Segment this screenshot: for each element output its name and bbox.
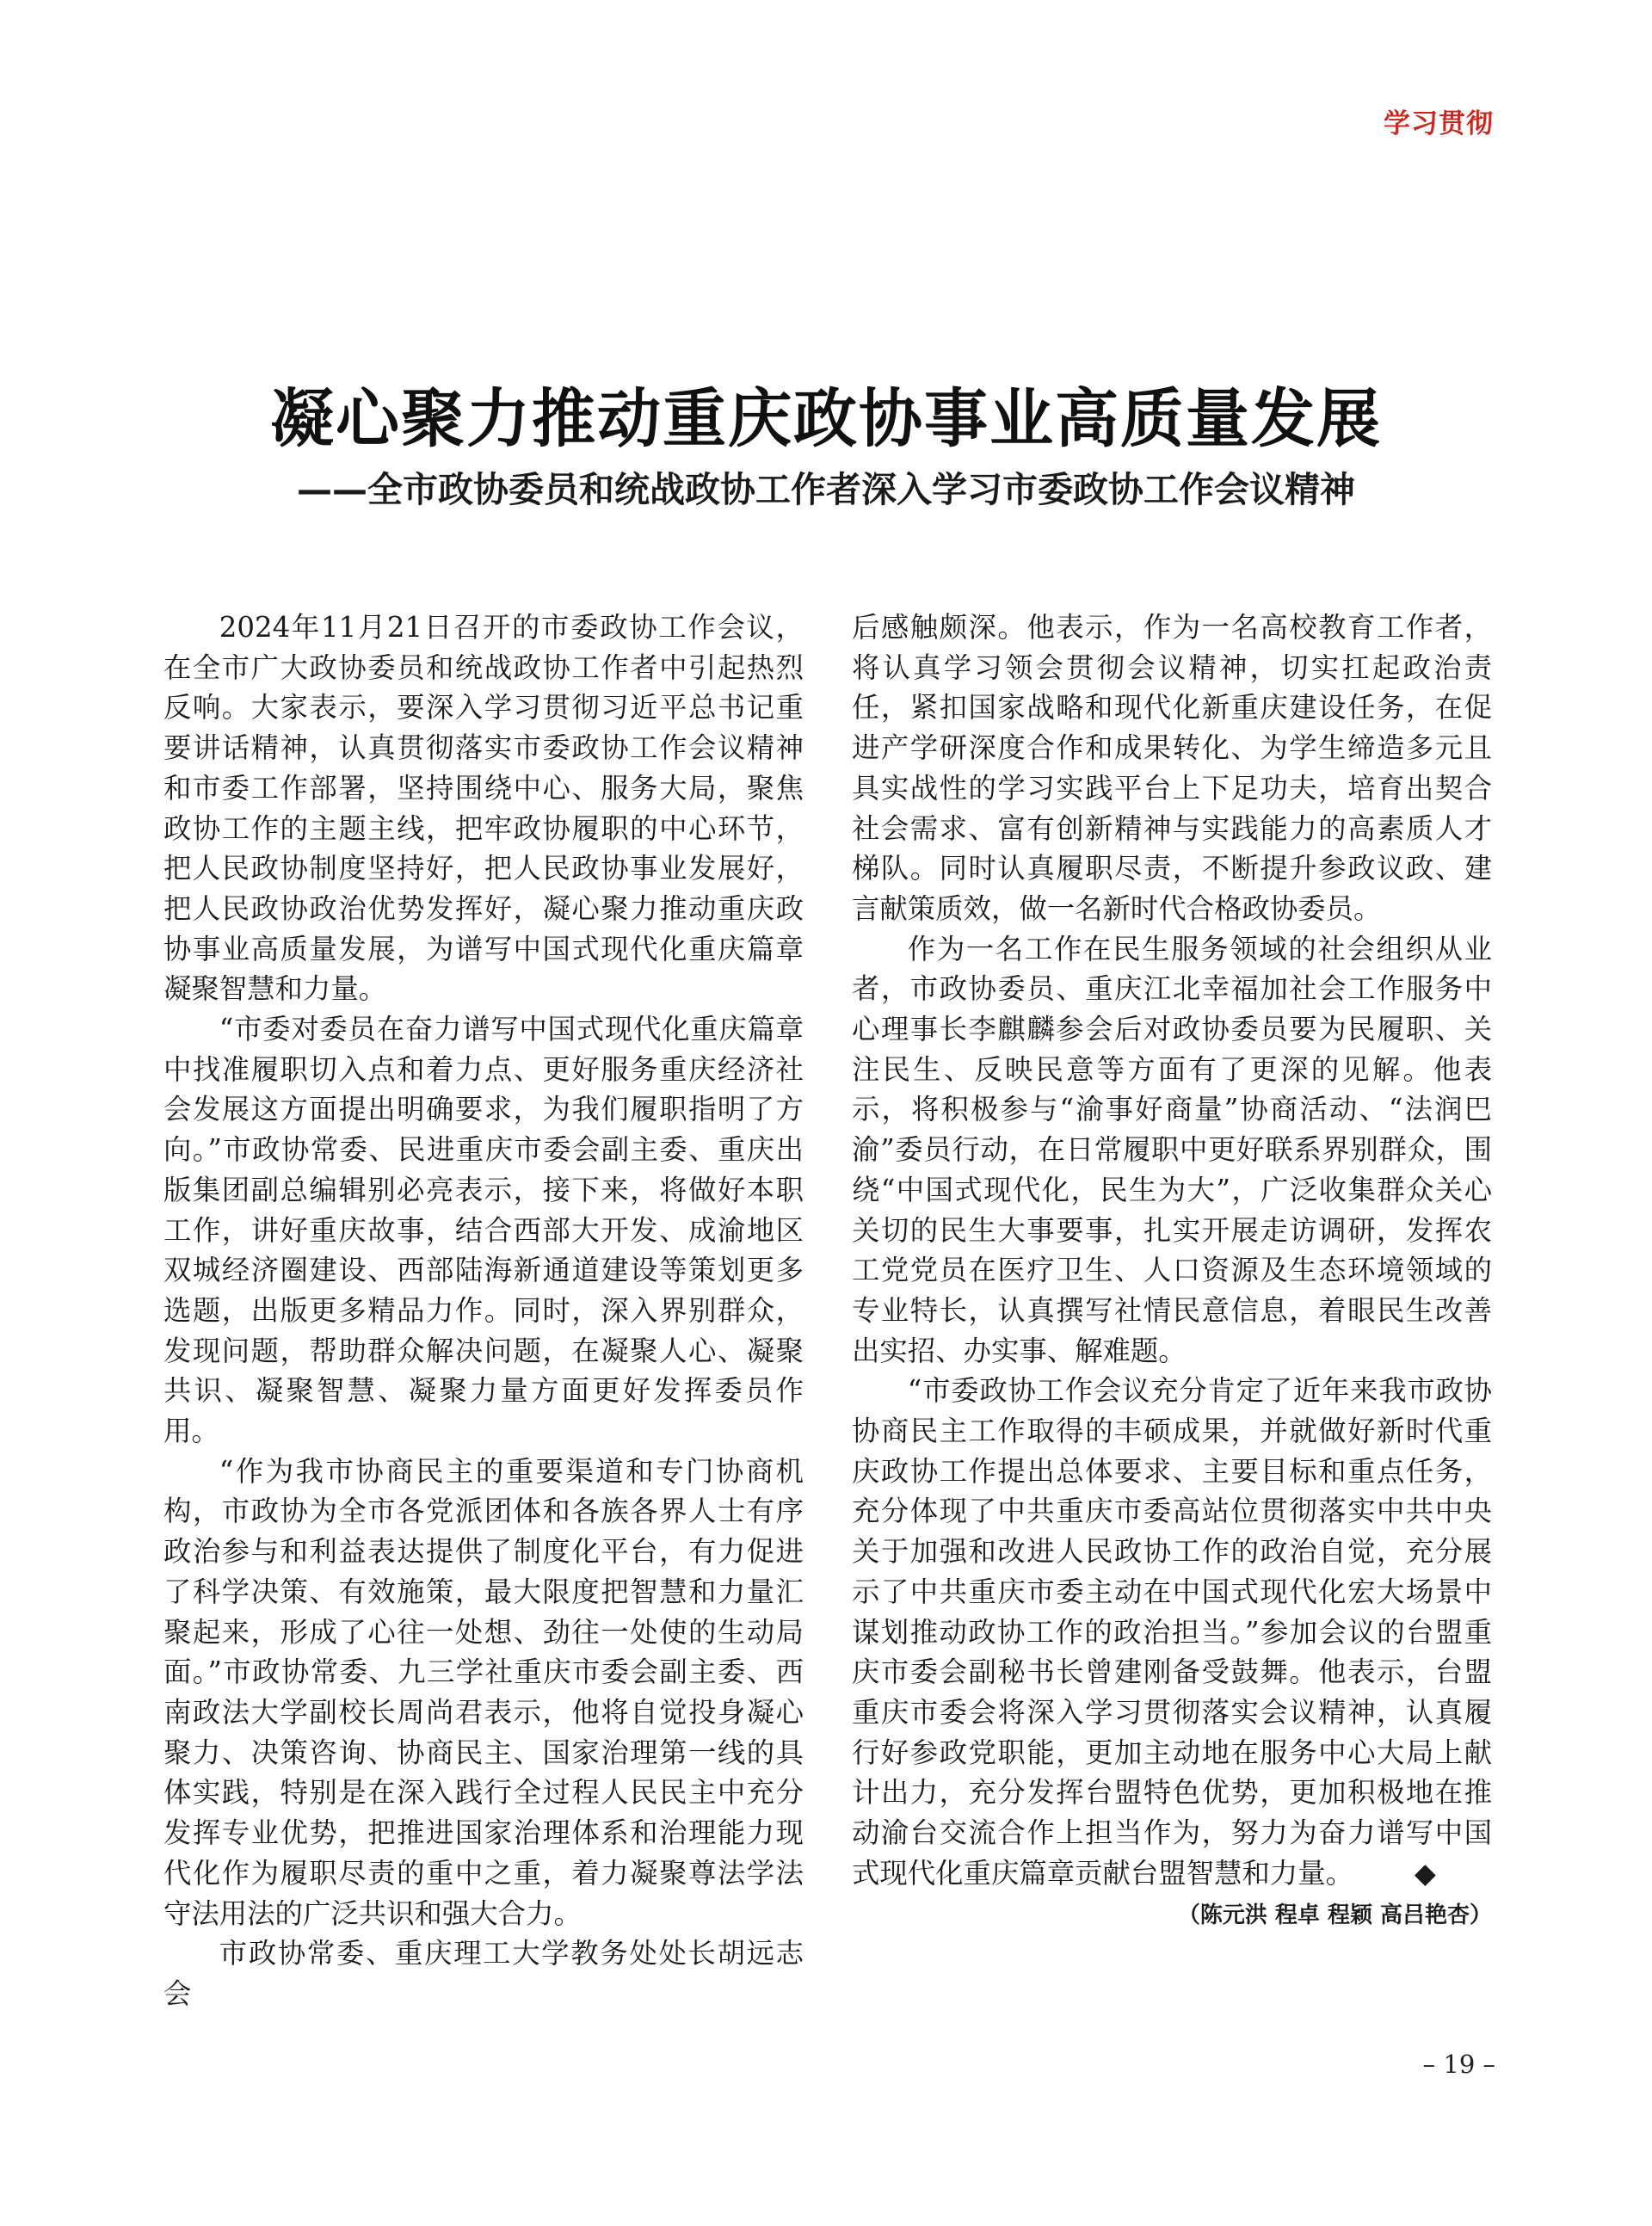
section-tag: 学习贯彻 [1384, 108, 1494, 139]
title-block [0, 379, 1652, 515]
paragraph-intro: 2024年11月21日召开的市委政协工作会议，在全市广大政协委员和统战政协工作者中引起热烈反响。大家表示，要深入学习贯彻习近平总书记重要讲话精神，认真贯彻落实市委政协工作会议精神和市委工作部署，坚持围绕中心、服务大局，聚焦政协工作的主题主线，把牢政协履职的中心环节，把人民政协制度坚持好，把人民政协事业发展好，把人民政协政治优势发挥好，凝心聚力推动重庆政协事业高质量发展，为谱写中国式现代化重庆篇章凝聚智慧和力量。 [163, 611, 804, 1006]
paragraph-hu-yuanzhi-continued: 后感触颇深。他表示，作为一名高校教育工作者，将认真学习领会贯彻会议精神，切实扛起政治责任，紧扣国家战略和现代化新重庆建设任务，在促进产学研深度合作和成果转化、为学生缔造多元且具实战性的学习实践平台上下足功夫，培育出契合社会需求、富有创新精神与实践能力的高素质人才梯队。同时认真履职尽责，不断提升参政议政、建言献策质效，做一名新时代合格政协委员。 [852, 611, 1492, 925]
page-number: – 19 – [1422, 2050, 1495, 2079]
paragraph-zhou-shangjun: “作为我市协商民主的重要渠道和专门协商机构，市政协为全市各党派团体和各族各界人士有序政治参与和利益表达提供了制度化平台，有力促进了科学决策、有效施策，最大限度把智慧和力量汇聚起来，形成了心往一处想、劲往一处使的生动局面。”市政协常委、九三学社重庆市委会副主委、西南政法大学副校长周尚君表示，他将自觉投身凝心聚力、决策咨询、协商民主、国家治理第一线的具体实践，特别是在深入践行全过程人民民主中充分发挥专业优势，把推进国家治理体系和治理能力现代化作为履职尽责的重中之重，着力凝聚尊法学法守法用法的广泛共识和强大合力。 [163, 1454, 804, 1930]
end-mark-icon: ◆ [1414, 1856, 1436, 1890]
paragraph-hu-yuanzhi-start: 市政协常委、重庆理工大学教务处处长胡远志会 [163, 1937, 804, 2010]
left-column [163, 607, 804, 2014]
article-subtitle: ——全市政协委员和统战政协工作者深入学习市委政协工作会议精神 [297, 469, 1355, 510]
article-title: 凝心聚力推动重庆政协事业高质量发展 [270, 382, 1382, 456]
paragraph-bie-biliang: “市委对委员在奋力谱写中国式现代化重庆篇章中找准履职切入点和着力点、更好服务重庆经济社会发展这方面提出明确要求，为我们履职指明了方向。”市政协常委、民进重庆市委会副主委、重庆出版集团副总编辑别必亮表示，接下来，将做好本职工作，讲好重庆故事，结合西部大开发、成渝地区双城经济圈建设、西部陆海新通道建设等策划更多选题，出版更多精品力作。同时，深入界别群众，发现问题，帮助群众解决问题，在凝聚人心、凝聚共识、凝聚智慧、凝聚力量方面更好发挥委员作用。 [163, 1013, 804, 1448]
paragraph-zeng-jiangang [852, 1371, 1492, 1893]
byline: （陈元洪 程卓 程颖 高吕艳杏） [1177, 1902, 1492, 1928]
paragraph-zeng-jiangang-text: “市委政协工作会议充分肯定了近年来我市政协协商民主工作取得的丰硕成果，并就做好新时代重庆政协工作提出总体要求、主要目标和重点任务，充分体现了中共重庆市委高站位贯彻落实中共中央关于加强和改进人民政协工作的政治自觉，充分展示了中共重庆市委主动在中国式现代化宏大场景中谋划推动政协工作的政治担当。”参加会议的台盟重庆市委会副秘书长曾建刚备受鼓舞。他表示，台盟重庆市委会将深入学习贯彻落实会议精神，认真履行好参政党职能，更加主动地在服务中心大局上献计出力，充分发挥台盟特色优势，更加积极地在推动渝台交流合作上担当作为，努力为奋力谱写中国式现代化重庆篇章贡献台盟智慧和力量。 [852, 1374, 1492, 1890]
paragraph-li-qilin: 作为一名工作在民生服务领域的社会组织从业者，市政协委员、重庆江北幸福加社会工作服务中心理事长李麒麟参会后对政协委员要为民履职、关注民生、反映民意等方面有了更深的见解。他表示，将积极参与“渝事好商量”协商活动、“法润巴渝”委员行动，在日常履职中更好联系界别群众，围绕“中国式现代化，民生为大”，广泛收集群众关心关切的民生大事要事，扎实开展走访调研，发挥农工党党员在医疗卫生、人口资源及生态环境领域的专业特长，认真撰写社情民意信息，着眼民生改善出实招、办实事、解难题。 [852, 932, 1492, 1367]
right-column [852, 607, 1492, 1935]
